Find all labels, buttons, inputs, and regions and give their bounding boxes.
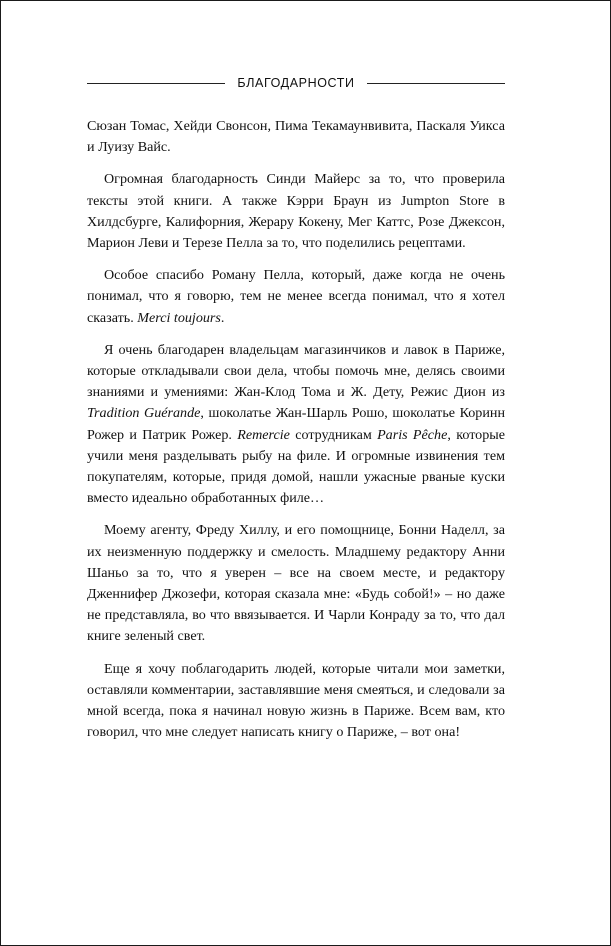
paragraph-3-text: Особое спасибо Роману Пелла, который, даже когда не очень понимал, что я говорю, тем не менее всегда понимал, что я хотел сказать. xyxy=(87,267,505,326)
header-rule-left xyxy=(87,83,225,84)
header-rule-right xyxy=(367,83,505,84)
body-text xyxy=(87,116,505,754)
paragraph-3-italic: Merci toujours xyxy=(137,309,221,326)
paragraph-3 xyxy=(87,265,505,329)
paragraph-3-end: . xyxy=(220,309,225,326)
running-head xyxy=(87,73,505,93)
paragraph-5: Моему агенту, Фреду Хиллу, и его помощнице, Бонни Наделл, за их неизменную поддержку и смелость. Младшему редактору Анни Шаньо за то, что я уверен – все на своем месте, и редактору Дженнифер Джозефи, которая сказала мне: «Будь собой!» – но даже не представляла, во что ввязывается. И Чарли Конраду за то, что дал книге зеленый свет. xyxy=(87,522,505,645)
paragraph-1: Сюзан Томас, Хейди Свонсон, Пима Текамаунвивита, Паскаля Уикса и Луизу Вайс. xyxy=(87,118,505,156)
paragraph-4-text-3: сотрудникам xyxy=(289,426,378,443)
paragraph-4-text-1: Я очень благодарен владельцам магазинчиков и лавок в Париже, которые откладывали свои дела, чтобы помочь мне, делясь своими знаниями и умениями: Жан-Клод Тома и Ж. Дету, Режис Дион из xyxy=(87,341,505,401)
paragraph-2: Огромная благодарность Синди Майерс за то, что проверила тексты этой книги. А также Кэрри Браун из Jumpton Store в Хилдсбурге, Калифорния, Жерару Кокену, Мег Каттс, Розе Джексон, Марион Леви и Терезе Пелла за то, что поделились рецептами. xyxy=(87,171,505,252)
paragraph-4-italic-3: Paris Pêche xyxy=(377,426,448,443)
paragraph-6: Еще я хочу поблагодарить людей, которые читали мои заметки, оставляли комментарии, заставлявшие меня смеяться, и следовали за мной всегда, пока я начинал новую жизнь в Париже. Всем вам, кто говорил, что мне следует написать книгу о Париже, – вот она! xyxy=(87,660,505,741)
paragraph-4-italic-1: Tradition Guérande xyxy=(87,405,201,422)
chapter-title: БЛАГОДАРНОСТИ xyxy=(237,76,355,90)
paragraph-4 xyxy=(87,340,505,510)
paragraph-4-text-2: , шоколатье Жан-Шарль Рошо, шоколатье Коринн Рожер и Патрик Рожер. xyxy=(87,405,505,443)
paragraph-4-italic-2: Remercie xyxy=(237,426,290,443)
paragraph-4-text-4: , которые учили меня разделывать рыбу на филе. И огромные извинения тем покупателям, которые, придя домой, нашли ужасные рваные куски вместо идеально обработанных филе… xyxy=(87,426,505,507)
